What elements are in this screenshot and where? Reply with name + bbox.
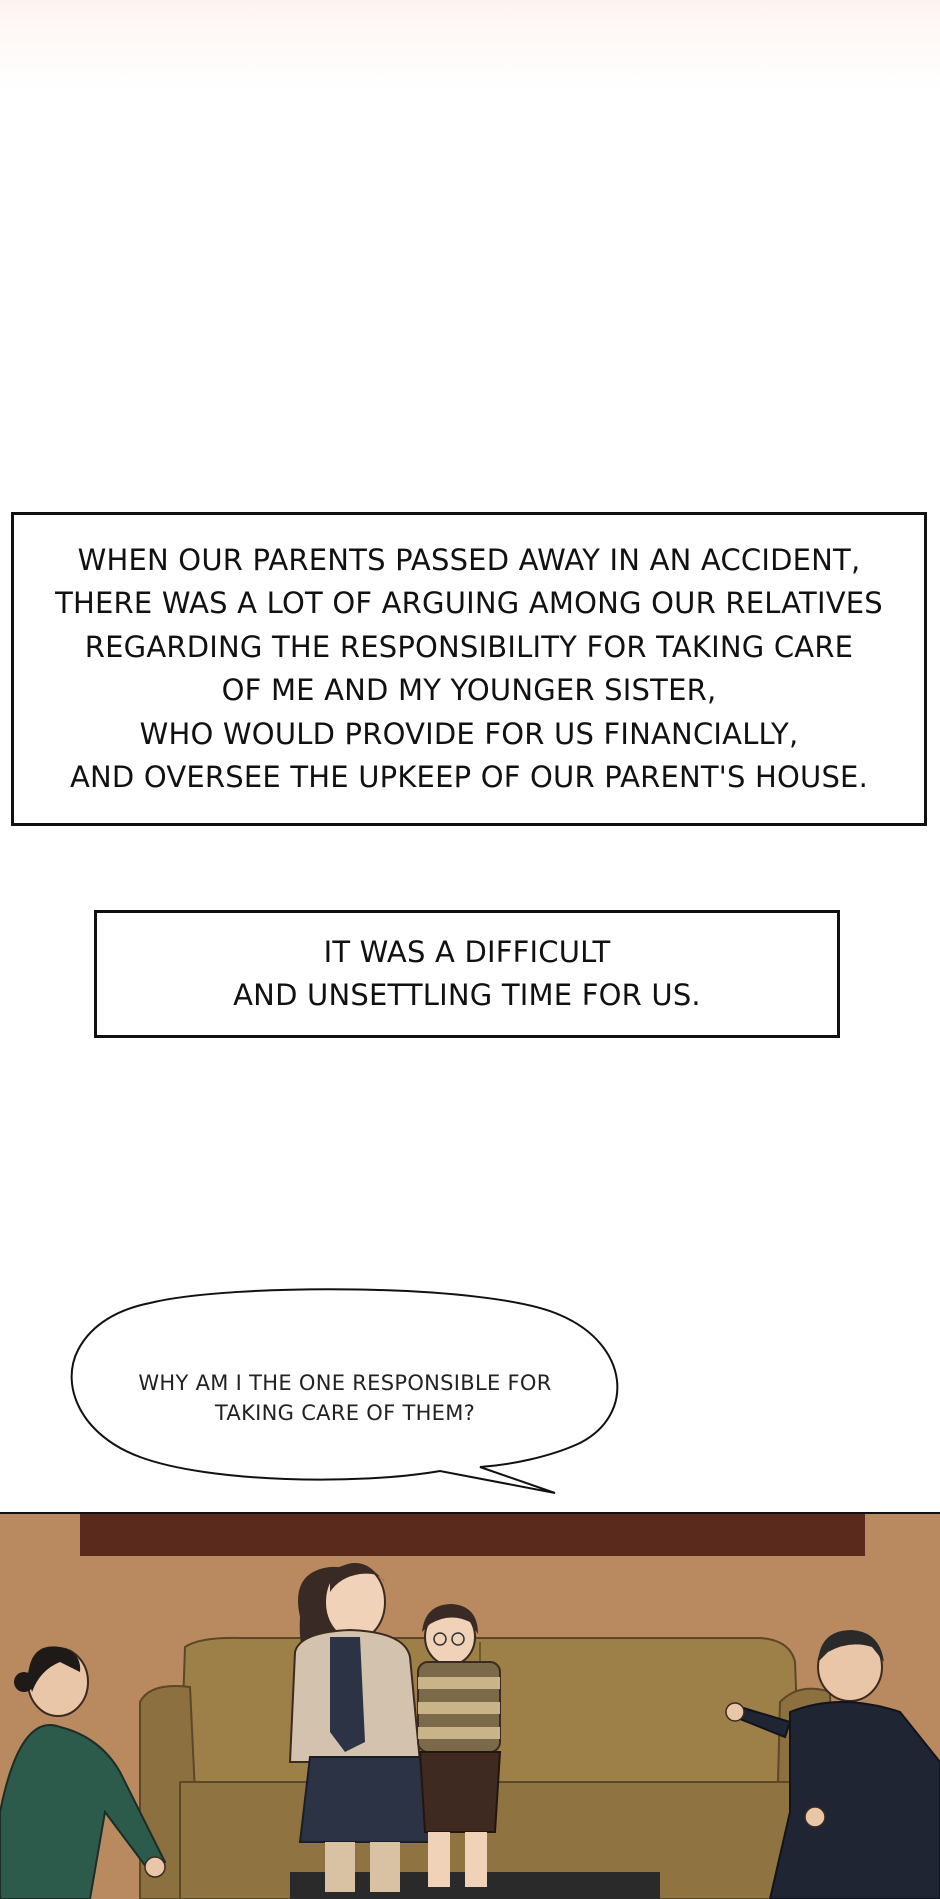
wall-trim: [80, 1514, 865, 1556]
narration-line: THERE WAS A LOT OF ARGUING AMONG OUR RELATIVES: [55, 586, 883, 620]
living-room-scene: [0, 1512, 940, 1899]
narration-text: [55, 539, 883, 800]
narration-line: REGARDING THE RESPONSIBILITY FOR TAKING CARE: [84, 629, 854, 664]
narration-box-difficult-time: [94, 910, 840, 1038]
speech-line: TAKING CARE OF THEM?: [214, 1401, 476, 1425]
narration-line: OF ME AND MY YOUNGER SISTER,: [221, 673, 717, 707]
narration-text: [233, 931, 701, 1018]
narration-line: AND OVERSEE THE UPKEEP OF OUR PARENT'S HOUSE.: [69, 760, 869, 794]
narration-line: AND UNSETTLING TIME FOR US.: [233, 978, 701, 1012]
narration-line: WHO WOULD PROVIDE FOR US FINANCIALLY,: [139, 716, 799, 751]
panel-border: [0, 1512, 940, 1514]
speech-bubble-text: [95, 1368, 595, 1428]
narration-line: WHEN OUR PARENTS PASSED AWAY IN AN ACCIDENT,: [77, 542, 861, 577]
narration-box-parents: [11, 512, 927, 826]
narration-line: IT WAS A DIFFICULT: [323, 934, 611, 969]
speech-line: WHY AM I THE ONE RESPONSIBLE FOR: [138, 1371, 552, 1395]
